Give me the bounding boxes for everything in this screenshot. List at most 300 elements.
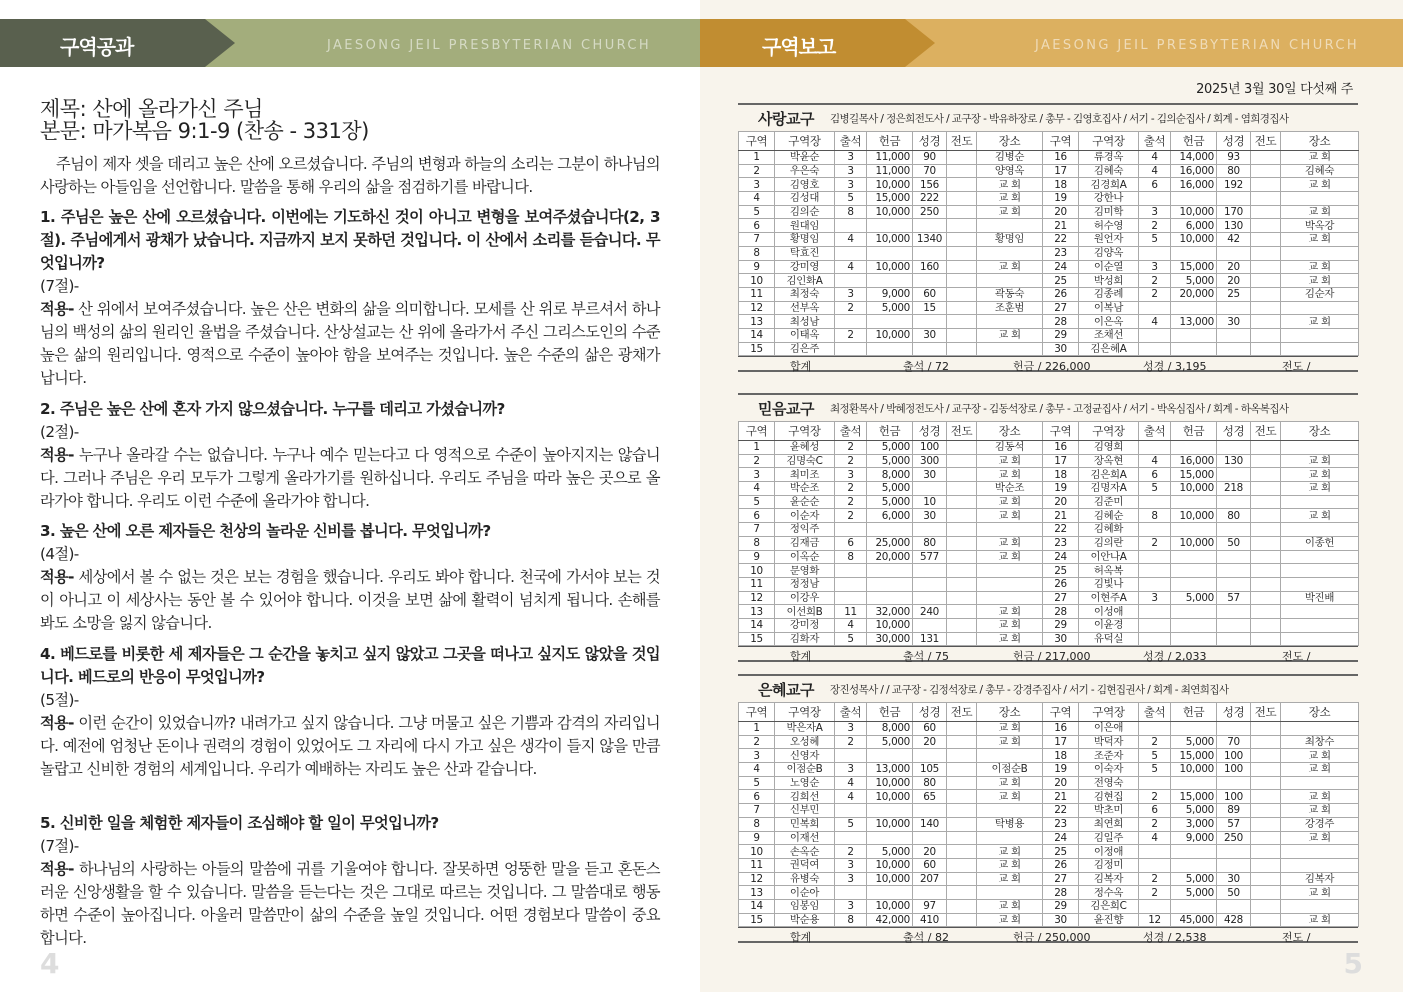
table-cell: 22: [1043, 804, 1079, 818]
table-cell: [947, 763, 977, 777]
table-cell: [1139, 342, 1171, 356]
table-cell: 21: [1043, 509, 1079, 523]
application-body: 산 위에서 보여주셨습니다. 높은 산은 변화의 삶을 의미합니다. 모세를 산 위로 부르셔서 하나님의 백성의 삶의 원리인 율법을 주셨습니다. 산상설교는 산 위에 올라가서 주신 그리스도인의 수준 높은 삶의 원리입니다. 영적으로 수준이 높아야 함을 보여주는 것입니다. 높은 수준의 삶은 광채가 납니다.: [40, 300, 660, 387]
table-cell: 16: [1043, 151, 1079, 165]
table-cell: [1281, 858, 1359, 872]
table-cell: 박초미: [1079, 804, 1139, 818]
table-cell: 노영순: [775, 776, 835, 790]
table-cell: 17: [1043, 454, 1079, 468]
table-cell: 교 회: [1281, 233, 1359, 247]
table-cell: 207: [913, 872, 947, 886]
table-cell: [913, 591, 947, 605]
district-header: [738, 393, 1358, 421]
table-cell: 30: [913, 468, 947, 482]
question-section: [40, 520, 660, 635]
table-cell: [1281, 899, 1359, 913]
total-offering: 헌금 / 217,000: [1013, 650, 1091, 664]
table-cell: [1251, 219, 1281, 233]
table-cell: 5: [739, 205, 775, 219]
table-cell: 교 회: [977, 260, 1043, 274]
table-cell: [1217, 577, 1251, 591]
column-header: 출석: [1139, 132, 1171, 151]
table-cell: 24: [1043, 260, 1079, 274]
table-cell: [1251, 817, 1281, 831]
table-cell: 김희선: [775, 790, 835, 804]
table-cell: 80: [913, 776, 947, 790]
table-cell: 5: [1139, 749, 1171, 763]
table-cell: [1281, 776, 1359, 790]
table-cell: 교 회: [977, 790, 1043, 804]
application-text: [40, 444, 660, 513]
table-cell: [947, 233, 977, 247]
table-cell: [867, 749, 913, 763]
table-cell: 김일주: [1079, 831, 1139, 845]
total-evangelism: 전도 /: [1282, 931, 1311, 945]
table-row: [739, 315, 1359, 329]
table-cell: [1139, 722, 1171, 736]
table-cell: 김양옥: [1079, 246, 1139, 260]
table-cell: 교 회: [1281, 315, 1359, 329]
table-row: [739, 749, 1359, 763]
table-cell: 이순열: [1079, 260, 1139, 274]
table-cell: 김혜순: [1079, 509, 1139, 523]
table-cell: [1171, 328, 1217, 342]
table-cell: 교 회: [1281, 151, 1359, 165]
table-cell: 오성혜: [775, 735, 835, 749]
table-cell: [1251, 605, 1281, 619]
table-cell: 황명임: [775, 233, 835, 247]
table-cell: 10: [739, 564, 775, 578]
question-text: 5. 신비한 일을 체험한 제자들이 조심해야 할 일이 무엇입니까?: [40, 814, 439, 832]
table-cell: 1: [739, 151, 775, 165]
table-cell: 이순자: [775, 509, 835, 523]
table-cell: 27: [1043, 872, 1079, 886]
question-text: 1. 주님은 높은 산에 오르셨습니다. 이번에는 기도하신 것이 아니고 변형을 보여주셨습니다(2, 3절). 주님에게서 광채가 났습니다. 지금까지 보지 못하던 것입니다. 이 산에서 소리를 듣습니다. 무엇입니까?: [40, 208, 660, 272]
verse-ref: (4절)-: [40, 545, 79, 563]
table-cell: 14: [739, 618, 775, 632]
column-header: 헌금: [1171, 422, 1217, 441]
column-header: 헌금: [1171, 132, 1217, 151]
table-cell: [1217, 301, 1251, 315]
table-cell: 300: [913, 454, 947, 468]
table-cell: 박옥강: [1281, 219, 1359, 233]
table-cell: 5,000: [867, 482, 913, 496]
table-cell: 박순조: [977, 482, 1043, 496]
table-cell: 10,000: [1171, 509, 1217, 523]
table-cell: 3: [835, 164, 867, 178]
lesson-text: 본문: 마가복음 9:1-9 (찬송 - 331장): [40, 119, 369, 143]
table-cell: [947, 564, 977, 578]
table-cell: [1139, 845, 1171, 859]
table-cell: 140: [913, 817, 947, 831]
table-cell: 교 회: [1281, 790, 1359, 804]
table-cell: [1251, 260, 1281, 274]
report-table: [738, 131, 1359, 356]
table-cell: [1139, 577, 1171, 591]
question-text: 4. 베드로를 비롯한 세 제자들은 그 순간을 놓치고 싶지 않았고 그곳을 떠나고 싶지도 않았을 것입니다. 베드로의 반응이 무엇입니까?: [40, 645, 660, 686]
table-cell: 김복자: [1079, 872, 1139, 886]
table-cell: 23: [1043, 536, 1079, 550]
table-cell: [835, 749, 867, 763]
table-cell: [1251, 205, 1281, 219]
table-cell: 박진배: [1281, 591, 1359, 605]
table-cell: 15,000: [1171, 260, 1217, 274]
table-cell: 교 회: [977, 509, 1043, 523]
table-cell: 3: [835, 872, 867, 886]
table-cell: 29: [1043, 618, 1079, 632]
table-cell: 이정애: [1079, 845, 1139, 859]
table-cell: 박순조: [775, 482, 835, 496]
table-cell: [1251, 913, 1281, 927]
table-cell: 26: [1043, 287, 1079, 301]
table-cell: [947, 164, 977, 178]
table-cell: [1171, 246, 1217, 260]
table-cell: 20,000: [1171, 287, 1217, 301]
table-cell: 교 회: [1281, 468, 1359, 482]
table-cell: 10,000: [867, 899, 913, 913]
table-cell: 김순자: [1281, 287, 1359, 301]
table-cell: 11,000: [867, 164, 913, 178]
table-cell: 선부옥: [775, 301, 835, 315]
table-cell: 170: [1217, 205, 1251, 219]
table-cell: 이태옥: [775, 328, 835, 342]
table-cell: 이재선: [775, 831, 835, 845]
table-cell: 손옥순: [775, 845, 835, 859]
table-cell: [1251, 618, 1281, 632]
table-cell: [947, 441, 977, 455]
table-row: [739, 858, 1359, 872]
table-cell: 9,000: [1171, 831, 1217, 845]
table-cell: 3: [835, 468, 867, 482]
total-row: [738, 356, 1358, 372]
column-header: 전도: [1251, 703, 1281, 722]
table-cell: 교 회: [977, 618, 1043, 632]
table-cell: [947, 618, 977, 632]
table-cell: 192: [1217, 178, 1251, 192]
table-cell: 28: [1043, 886, 1079, 900]
table-cell: [913, 577, 947, 591]
verse-ref: (7절)-: [40, 837, 79, 855]
table-cell: 8: [835, 913, 867, 927]
table-cell: 5: [739, 776, 775, 790]
table-cell: [1251, 178, 1281, 192]
table-cell: 15,000: [1171, 749, 1217, 763]
question-text: 3. 높은 산에 오른 제자들은 천상의 놀라운 신비를 봅니다. 무엇입니까?: [40, 522, 491, 540]
table-cell: [1171, 342, 1217, 356]
table-cell: [1251, 763, 1281, 777]
table-cell: 2: [835, 328, 867, 342]
table-cell: 130: [1217, 454, 1251, 468]
table-row: [739, 790, 1359, 804]
table-cell: 16: [1043, 722, 1079, 736]
table-cell: [977, 564, 1043, 578]
table-row: [739, 287, 1359, 301]
table-cell: [913, 831, 947, 845]
table-cell: [1251, 845, 1281, 859]
total-attendance: 출석 / 72: [903, 360, 949, 374]
table-cell: 교 회: [977, 328, 1043, 342]
table-cell: 14,000: [1171, 151, 1217, 165]
table-cell: 교 회: [977, 872, 1043, 886]
table-cell: 교 회: [977, 722, 1043, 736]
table-cell: 4: [1139, 315, 1171, 329]
table-cell: 26: [1043, 577, 1079, 591]
table-cell: 김재금: [775, 536, 835, 550]
table-cell: [1251, 591, 1281, 605]
table-row: [739, 164, 1359, 178]
table-cell: [1171, 495, 1217, 509]
table-cell: [835, 577, 867, 591]
table-cell: 18: [1043, 468, 1079, 482]
column-header: 구역장: [1079, 132, 1139, 151]
table-cell: [1251, 886, 1281, 900]
page-number-left: 4: [40, 947, 60, 980]
table-row: [739, 274, 1359, 288]
table-cell: 이옥순: [775, 550, 835, 564]
table-cell: [1281, 605, 1359, 619]
table-cell: [977, 591, 1043, 605]
column-header: 헌금: [867, 422, 913, 441]
table-cell: 17: [1043, 164, 1079, 178]
table-cell: [1171, 550, 1217, 564]
table-cell: 25,000: [867, 536, 913, 550]
table-cell: 218: [1217, 482, 1251, 496]
district-staff: 김병길목사 / 정은희전도사 / 교구장 - 박유하장로 / 총무 - 김영호집사 / 서기 - 김의순집사 / 회계 - 염희경집사: [829, 112, 1289, 125]
table-cell: [947, 749, 977, 763]
table-cell: 윤진향: [1079, 913, 1139, 927]
table-cell: 3,000: [1171, 817, 1217, 831]
table-cell: 교 회: [1281, 831, 1359, 845]
table-cell: [913, 804, 947, 818]
column-header: 구역: [739, 422, 775, 441]
table-cell: [947, 287, 977, 301]
table-cell: 13: [739, 315, 775, 329]
table-cell: 4: [1139, 831, 1171, 845]
table-cell: [947, 899, 977, 913]
table-cell: [947, 605, 977, 619]
table-cell: 5,000: [1171, 886, 1217, 900]
table-cell: 교 회: [1281, 886, 1359, 900]
table-cell: [1171, 618, 1217, 632]
table-cell: 250: [913, 205, 947, 219]
table-cell: [1281, 495, 1359, 509]
table-cell: 30: [1043, 913, 1079, 927]
table-cell: 4: [1139, 164, 1171, 178]
table-cell: 28: [1043, 605, 1079, 619]
table-cell: [947, 591, 977, 605]
table-cell: 30: [1043, 342, 1079, 356]
table-cell: [1251, 722, 1281, 736]
table-cell: [947, 523, 977, 537]
verse-ref: (5절)-: [40, 691, 79, 709]
table-cell: [1251, 151, 1281, 165]
table-cell: 57: [1217, 817, 1251, 831]
table-cell: 이강우: [775, 591, 835, 605]
table-cell: 3: [1139, 205, 1171, 219]
table-cell: 20: [913, 845, 947, 859]
table-cell: 이윤경: [1079, 618, 1139, 632]
table-cell: [913, 246, 947, 260]
column-header: 출석: [1139, 703, 1171, 722]
table-cell: 5,000: [1171, 872, 1217, 886]
table-cell: [1251, 749, 1281, 763]
table-row: [739, 804, 1359, 818]
district-staff: 최정환목사 / 박혜정전도사 / 교구장 - 김동석장로 / 총무 - 고정균집사 / 서기 - 박옥심집사 / 회계 - 하옥복집사: [829, 402, 1289, 415]
table-cell: [1139, 441, 1171, 455]
table-cell: [977, 342, 1043, 356]
table-cell: [977, 886, 1043, 900]
table-cell: [867, 577, 913, 591]
table-cell: 15: [739, 632, 775, 646]
report-table: [738, 421, 1359, 646]
table-cell: 이순아: [775, 886, 835, 900]
table-cell: [947, 886, 977, 900]
table-cell: 5: [739, 495, 775, 509]
table-cell: [1139, 301, 1171, 315]
application-label: 적용-: [40, 300, 74, 318]
table-cell: [1217, 618, 1251, 632]
table-cell: 2: [739, 454, 775, 468]
table-cell: [1171, 632, 1217, 646]
table-cell: 김종례: [1079, 287, 1139, 301]
table-cell: 강미영: [775, 260, 835, 274]
table-cell: [947, 831, 977, 845]
table-cell: [1139, 564, 1171, 578]
table-cell: [1139, 899, 1171, 913]
table-cell: [1171, 564, 1217, 578]
table-row: [739, 342, 1359, 356]
table-cell: [1139, 495, 1171, 509]
table-cell: 13: [739, 605, 775, 619]
table-cell: 교 회: [1281, 509, 1359, 523]
table-cell: [947, 328, 977, 342]
table-cell: 93: [1217, 151, 1251, 165]
table-cell: [913, 749, 947, 763]
table-cell: 원언자: [1079, 233, 1139, 247]
application-body: 하나님의 사랑하는 아들의 말씀에 귀를 기울여야 합니다. 잘못하면 엉뚱한 말을 듣고 혼돈스러운 신앙생활을 할 수 있습니다. 말씀을 듣는다는 것은 그대로 따르는 것입니다. 그 말씀대로 행동하면 수준이 높아집니다. 아울러 말씀만이 삶의 수준을 높일 것입니다. 어떤 경험보다 말씀이 중요합니다.: [40, 860, 660, 947]
table-cell: [1251, 301, 1281, 315]
table-cell: [835, 219, 867, 233]
table-cell: 13,000: [1171, 315, 1217, 329]
table-cell: 6,000: [867, 509, 913, 523]
table-cell: 윤혜성: [775, 441, 835, 455]
table-row: [739, 632, 1359, 646]
table-row: [739, 260, 1359, 274]
table-row: [739, 735, 1359, 749]
table-cell: 6: [1139, 804, 1171, 818]
table-cell: [835, 342, 867, 356]
table-cell: 6: [835, 536, 867, 550]
table-cell: 14: [739, 328, 775, 342]
table-cell: [1251, 495, 1281, 509]
table-cell: 23: [1043, 817, 1079, 831]
lesson-intro: 주님이 제자 셋을 데리고 높은 산에 오르셨습니다. 주님의 변형과 하늘의 소리는 그분이 하나님의 사랑하는 아들임을 선언합니다. 말씀을 통해 우리의 삶을 점검하기를 바랍니다.: [40, 155, 660, 196]
table-row: [739, 605, 1359, 619]
table-cell: [835, 564, 867, 578]
table-cell: [947, 192, 977, 206]
table-cell: 장옥현: [1079, 454, 1139, 468]
table-cell: 이은애: [1079, 722, 1139, 736]
table-cell: 11: [835, 605, 867, 619]
district-group: [738, 393, 1358, 662]
table-cell: [947, 151, 977, 165]
table-cell: [947, 790, 977, 804]
table-cell: 김의순: [775, 205, 835, 219]
table-cell: 12: [739, 872, 775, 886]
table-cell: 5: [1139, 482, 1171, 496]
district-group: [738, 674, 1358, 943]
table-cell: 교 회: [1281, 804, 1359, 818]
table-cell: [1217, 564, 1251, 578]
table-cell: 신영자: [775, 749, 835, 763]
table-cell: [1281, 845, 1359, 859]
table-cell: 6,000: [1171, 219, 1217, 233]
table-cell: 4: [1139, 454, 1171, 468]
table-cell: 8: [1139, 509, 1171, 523]
column-header: 출석: [1139, 422, 1171, 441]
table-cell: [835, 523, 867, 537]
table-row: [739, 482, 1359, 496]
table-cell: [867, 804, 913, 818]
total-row: [738, 646, 1358, 662]
table-cell: 윤순순: [775, 495, 835, 509]
table-cell: [1281, 342, 1359, 356]
table-cell: 김은희A: [1079, 468, 1139, 482]
table-cell: 97: [913, 899, 947, 913]
table-cell: [977, 804, 1043, 818]
table-cell: [1217, 328, 1251, 342]
table-cell: 김경희A: [1079, 178, 1139, 192]
table-cell: 80: [1217, 164, 1251, 178]
table-cell: [1251, 872, 1281, 886]
table-cell: 16,000: [1171, 178, 1217, 192]
table-cell: [1217, 550, 1251, 564]
table-row: [739, 328, 1359, 342]
district-name: 은혜교구: [758, 680, 814, 699]
district-name: 믿음교구: [758, 399, 814, 418]
table-cell: 교 회: [977, 735, 1043, 749]
table-cell: [1217, 632, 1251, 646]
table-cell: [947, 550, 977, 564]
application-body: 세상에서 볼 수 없는 것은 보는 경험을 했습니다. 우리도 봐야 합니다. 천국에 가서야 보는 것이 아니고 이 세상사는 동안 볼 수 있어야 합니다. 이것을 보면 삶에 활력이 넘치게 됩니다. 손해를 봐도 소망을 잃지 않습니다.: [40, 568, 660, 632]
column-header: 장소: [1281, 132, 1359, 151]
table-cell: 4: [739, 763, 775, 777]
table-cell: 20: [913, 735, 947, 749]
table-row: [739, 831, 1359, 845]
table-cell: 김혜숙: [1281, 164, 1359, 178]
application-text: [40, 566, 660, 635]
question-section: [40, 398, 660, 513]
table-cell: [1251, 550, 1281, 564]
table-cell: [867, 219, 913, 233]
table-cell: 원대임: [775, 219, 835, 233]
table-cell: 교 회: [1281, 749, 1359, 763]
table-cell: [835, 831, 867, 845]
table-cell: 5: [1139, 233, 1171, 247]
table-cell: [977, 523, 1043, 537]
table-cell: [1281, 328, 1359, 342]
total-label: 합계: [790, 931, 812, 945]
table-row: [739, 178, 1359, 192]
table-cell: 2: [1139, 274, 1171, 288]
table-cell: [867, 246, 913, 260]
table-cell: 25: [1043, 845, 1079, 859]
table-cell: [867, 831, 913, 845]
table-cell: [1251, 536, 1281, 550]
table-row: [739, 301, 1359, 315]
table-cell: 3: [739, 178, 775, 192]
question-section: [40, 643, 660, 781]
